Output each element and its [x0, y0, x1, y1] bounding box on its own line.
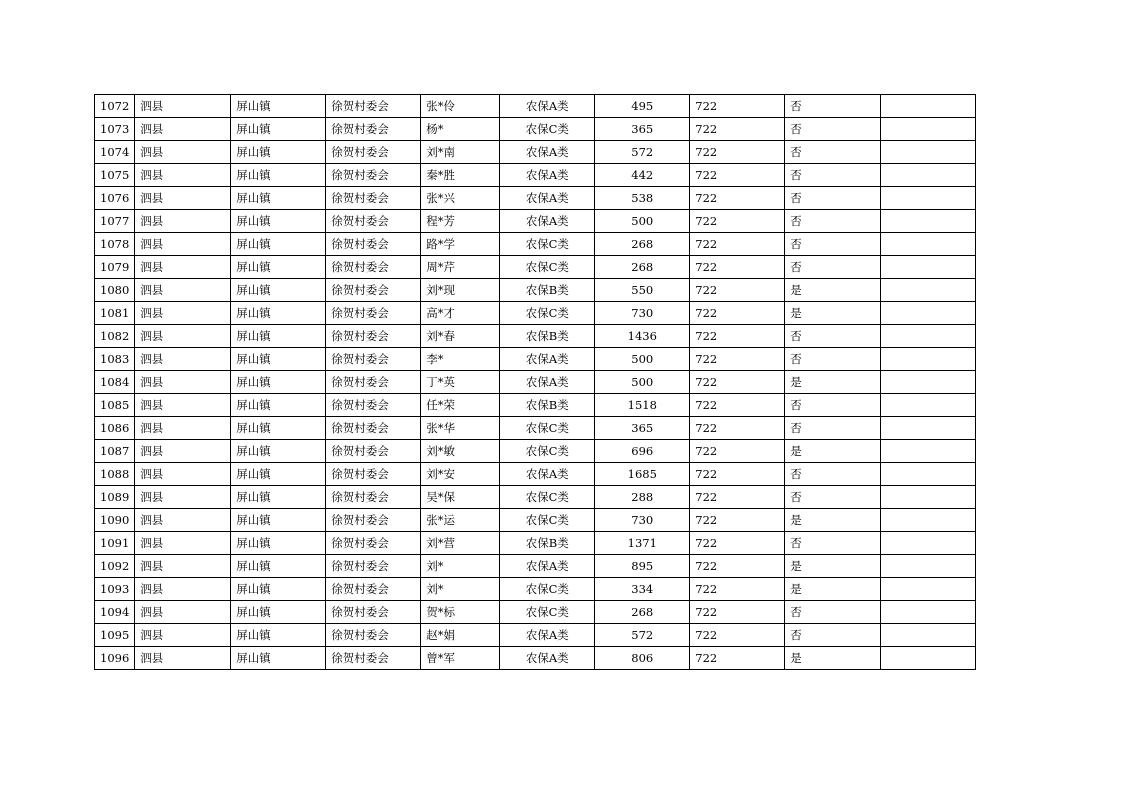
name-cell: 刘*南	[421, 141, 500, 164]
town-cell: 屏山镇	[231, 486, 326, 509]
row-number-cell: 1077	[95, 210, 135, 233]
county-cell: 泗县	[135, 279, 231, 302]
county-cell: 泗县	[135, 417, 231, 440]
table-row	[95, 578, 976, 601]
town-cell: 屏山镇	[231, 371, 326, 394]
flag-cell: 否	[785, 486, 881, 509]
flag-cell: 是	[785, 440, 881, 463]
standard-cell: 722	[690, 233, 785, 256]
standard-cell: 722	[690, 440, 785, 463]
note-cell	[881, 95, 976, 118]
county-cell: 泗县	[135, 210, 231, 233]
insurance-type-cell: 农保C类	[500, 509, 595, 532]
table-row	[95, 325, 976, 348]
note-cell	[881, 164, 976, 187]
amount-cell: 806	[595, 647, 690, 670]
town-cell: 屏山镇	[231, 325, 326, 348]
standard-cell: 722	[690, 279, 785, 302]
standard-cell: 722	[690, 141, 785, 164]
name-cell: 张*华	[421, 417, 500, 440]
name-cell: 刘*营	[421, 532, 500, 555]
insurance-type-cell: 农保A类	[500, 95, 595, 118]
table-body	[95, 95, 976, 670]
flag-cell: 是	[785, 555, 881, 578]
insurance-type-cell: 农保C类	[500, 578, 595, 601]
insurance-type-cell: 农保A类	[500, 624, 595, 647]
village-cell: 徐贺村委会	[326, 601, 421, 624]
name-cell: 李*	[421, 348, 500, 371]
standard-cell: 722	[690, 302, 785, 325]
town-cell: 屏山镇	[231, 578, 326, 601]
table-row	[95, 187, 976, 210]
insurance-type-cell: 农保C类	[500, 417, 595, 440]
town-cell: 屏山镇	[231, 440, 326, 463]
name-cell: 秦*胜	[421, 164, 500, 187]
village-cell: 徐贺村委会	[326, 187, 421, 210]
row-number-cell: 1096	[95, 647, 135, 670]
row-number-cell: 1091	[95, 532, 135, 555]
row-number-cell: 1079	[95, 256, 135, 279]
town-cell: 屏山镇	[231, 601, 326, 624]
insurance-type-cell: 农保B类	[500, 325, 595, 348]
standard-cell: 722	[690, 509, 785, 532]
name-cell: 路*学	[421, 233, 500, 256]
amount-cell: 1685	[595, 463, 690, 486]
county-cell: 泗县	[135, 348, 231, 371]
insurance-type-cell: 农保B类	[500, 532, 595, 555]
standard-cell: 722	[690, 325, 785, 348]
town-cell: 屏山镇	[231, 233, 326, 256]
row-number-cell: 1073	[95, 118, 135, 141]
name-cell: 张*兴	[421, 187, 500, 210]
village-cell: 徐贺村委会	[326, 371, 421, 394]
town-cell: 屏山镇	[231, 463, 326, 486]
amount-cell: 730	[595, 509, 690, 532]
row-number-cell: 1074	[95, 141, 135, 164]
amount-cell: 500	[595, 210, 690, 233]
row-number-cell: 1086	[95, 417, 135, 440]
standard-cell: 722	[690, 555, 785, 578]
amount-cell: 895	[595, 555, 690, 578]
data-table	[94, 94, 976, 670]
note-cell	[881, 302, 976, 325]
flag-cell: 否	[785, 624, 881, 647]
table-row	[95, 555, 976, 578]
county-cell: 泗县	[135, 647, 231, 670]
flag-cell: 否	[785, 141, 881, 164]
flag-cell: 否	[785, 164, 881, 187]
table-row	[95, 486, 976, 509]
town-cell: 屏山镇	[231, 417, 326, 440]
standard-cell: 722	[690, 371, 785, 394]
table-row	[95, 509, 976, 532]
row-number-cell: 1084	[95, 371, 135, 394]
row-number-cell: 1078	[95, 233, 135, 256]
name-cell: 刘*安	[421, 463, 500, 486]
flag-cell: 否	[785, 325, 881, 348]
town-cell: 屏山镇	[231, 210, 326, 233]
insurance-type-cell: 农保A类	[500, 647, 595, 670]
flag-cell: 是	[785, 371, 881, 394]
county-cell: 泗县	[135, 555, 231, 578]
village-cell: 徐贺村委会	[326, 440, 421, 463]
name-cell: 刘*敏	[421, 440, 500, 463]
note-cell	[881, 647, 976, 670]
amount-cell: 268	[595, 256, 690, 279]
town-cell: 屏山镇	[231, 394, 326, 417]
table-row	[95, 647, 976, 670]
name-cell: 吴*保	[421, 486, 500, 509]
village-cell: 徐贺村委会	[326, 532, 421, 555]
town-cell: 屏山镇	[231, 256, 326, 279]
village-cell: 徐贺村委会	[326, 624, 421, 647]
amount-cell: 572	[595, 624, 690, 647]
amount-cell: 500	[595, 371, 690, 394]
table-row	[95, 394, 976, 417]
table-row	[95, 118, 976, 141]
table-row	[95, 302, 976, 325]
row-number-cell: 1075	[95, 164, 135, 187]
name-cell: 刘*春	[421, 325, 500, 348]
amount-cell: 442	[595, 164, 690, 187]
table-row	[95, 256, 976, 279]
county-cell: 泗县	[135, 532, 231, 555]
village-cell: 徐贺村委会	[326, 555, 421, 578]
town-cell: 屏山镇	[231, 555, 326, 578]
row-number-cell: 1082	[95, 325, 135, 348]
insurance-type-cell: 农保A类	[500, 348, 595, 371]
row-number-cell: 1092	[95, 555, 135, 578]
row-number-cell: 1076	[95, 187, 135, 210]
note-cell	[881, 187, 976, 210]
town-cell: 屏山镇	[231, 141, 326, 164]
standard-cell: 722	[690, 164, 785, 187]
flag-cell: 否	[785, 187, 881, 210]
amount-cell: 334	[595, 578, 690, 601]
county-cell: 泗县	[135, 486, 231, 509]
county-cell: 泗县	[135, 440, 231, 463]
amount-cell: 268	[595, 601, 690, 624]
table-row	[95, 141, 976, 164]
town-cell: 屏山镇	[231, 279, 326, 302]
standard-cell: 722	[690, 118, 785, 141]
name-cell: 程*芳	[421, 210, 500, 233]
standard-cell: 722	[690, 187, 785, 210]
village-cell: 徐贺村委会	[326, 164, 421, 187]
county-cell: 泗县	[135, 463, 231, 486]
county-cell: 泗县	[135, 371, 231, 394]
county-cell: 泗县	[135, 256, 231, 279]
note-cell	[881, 463, 976, 486]
insurance-type-cell: 农保A类	[500, 187, 595, 210]
standard-cell: 722	[690, 578, 785, 601]
table-row	[95, 417, 976, 440]
note-cell	[881, 532, 976, 555]
name-cell: 刘*现	[421, 279, 500, 302]
flag-cell: 是	[785, 509, 881, 532]
amount-cell: 696	[595, 440, 690, 463]
row-number-cell: 1093	[95, 578, 135, 601]
note-cell	[881, 486, 976, 509]
standard-cell: 722	[690, 348, 785, 371]
row-number-cell: 1090	[95, 509, 135, 532]
flag-cell: 否	[785, 601, 881, 624]
village-cell: 徐贺村委会	[326, 509, 421, 532]
flag-cell: 否	[785, 118, 881, 141]
note-cell	[881, 509, 976, 532]
row-number-cell: 1095	[95, 624, 135, 647]
name-cell: 张*伶	[421, 95, 500, 118]
standard-cell: 722	[690, 417, 785, 440]
table-row	[95, 601, 976, 624]
row-number-cell: 1072	[95, 95, 135, 118]
flag-cell: 是	[785, 647, 881, 670]
village-cell: 徐贺村委会	[326, 394, 421, 417]
insurance-type-cell: 农保C类	[500, 601, 595, 624]
town-cell: 屏山镇	[231, 302, 326, 325]
name-cell: 张*运	[421, 509, 500, 532]
table-row	[95, 279, 976, 302]
row-number-cell: 1094	[95, 601, 135, 624]
flag-cell: 否	[785, 348, 881, 371]
insurance-type-cell: 农保C类	[500, 302, 595, 325]
table-row	[95, 371, 976, 394]
name-cell: 贺*标	[421, 601, 500, 624]
note-cell	[881, 348, 976, 371]
village-cell: 徐贺村委会	[326, 95, 421, 118]
amount-cell: 288	[595, 486, 690, 509]
standard-cell: 722	[690, 95, 785, 118]
insurance-type-cell: 农保B类	[500, 279, 595, 302]
name-cell: 刘*	[421, 555, 500, 578]
town-cell: 屏山镇	[231, 95, 326, 118]
note-cell	[881, 555, 976, 578]
note-cell	[881, 578, 976, 601]
amount-cell: 538	[595, 187, 690, 210]
name-cell: 高*才	[421, 302, 500, 325]
note-cell	[881, 601, 976, 624]
insurance-type-cell: 农保C类	[500, 256, 595, 279]
village-cell: 徐贺村委会	[326, 302, 421, 325]
standard-cell: 722	[690, 463, 785, 486]
table-row	[95, 348, 976, 371]
village-cell: 徐贺村委会	[326, 325, 421, 348]
table-row	[95, 210, 976, 233]
standard-cell: 722	[690, 601, 785, 624]
amount-cell: 495	[595, 95, 690, 118]
flag-cell: 是	[785, 578, 881, 601]
amount-cell: 572	[595, 141, 690, 164]
county-cell: 泗县	[135, 601, 231, 624]
village-cell: 徐贺村委会	[326, 256, 421, 279]
table-row	[95, 233, 976, 256]
town-cell: 屏山镇	[231, 624, 326, 647]
flag-cell: 否	[785, 394, 881, 417]
note-cell	[881, 210, 976, 233]
note-cell	[881, 417, 976, 440]
insurance-type-cell: 农保C类	[500, 233, 595, 256]
county-cell: 泗县	[135, 95, 231, 118]
row-number-cell: 1085	[95, 394, 135, 417]
note-cell	[881, 440, 976, 463]
amount-cell: 730	[595, 302, 690, 325]
village-cell: 徐贺村委会	[326, 647, 421, 670]
name-cell: 杨*	[421, 118, 500, 141]
name-cell: 刘*	[421, 578, 500, 601]
village-cell: 徐贺村委会	[326, 279, 421, 302]
village-cell: 徐贺村委会	[326, 486, 421, 509]
county-cell: 泗县	[135, 118, 231, 141]
county-cell: 泗县	[135, 302, 231, 325]
village-cell: 徐贺村委会	[326, 210, 421, 233]
name-cell: 丁*英	[421, 371, 500, 394]
town-cell: 屏山镇	[231, 348, 326, 371]
name-cell: 赵*娟	[421, 624, 500, 647]
amount-cell: 1518	[595, 394, 690, 417]
standard-cell: 722	[690, 394, 785, 417]
table-row	[95, 95, 976, 118]
village-cell: 徐贺村委会	[326, 348, 421, 371]
flag-cell: 否	[785, 532, 881, 555]
table-row	[95, 440, 976, 463]
amount-cell: 1436	[595, 325, 690, 348]
town-cell: 屏山镇	[231, 118, 326, 141]
village-cell: 徐贺村委会	[326, 578, 421, 601]
town-cell: 屏山镇	[231, 187, 326, 210]
insurance-type-cell: 农保B类	[500, 394, 595, 417]
name-cell: 任*荣	[421, 394, 500, 417]
insurance-type-cell: 农保A类	[500, 164, 595, 187]
note-cell	[881, 256, 976, 279]
county-cell: 泗县	[135, 394, 231, 417]
village-cell: 徐贺村委会	[326, 417, 421, 440]
insurance-type-cell: 农保A类	[500, 463, 595, 486]
town-cell: 屏山镇	[231, 509, 326, 532]
village-cell: 徐贺村委会	[326, 118, 421, 141]
flag-cell: 否	[785, 417, 881, 440]
table-row	[95, 463, 976, 486]
flag-cell: 否	[785, 463, 881, 486]
town-cell: 屏山镇	[231, 532, 326, 555]
flag-cell: 是	[785, 302, 881, 325]
note-cell	[881, 118, 976, 141]
county-cell: 泗县	[135, 509, 231, 532]
flag-cell: 否	[785, 256, 881, 279]
amount-cell: 268	[595, 233, 690, 256]
flag-cell: 否	[785, 233, 881, 256]
name-cell: 周*芹	[421, 256, 500, 279]
table-row	[95, 164, 976, 187]
row-number-cell: 1087	[95, 440, 135, 463]
flag-cell: 否	[785, 210, 881, 233]
county-cell: 泗县	[135, 187, 231, 210]
insurance-type-cell: 农保A类	[500, 555, 595, 578]
county-cell: 泗县	[135, 578, 231, 601]
village-cell: 徐贺村委会	[326, 141, 421, 164]
amount-cell: 365	[595, 118, 690, 141]
amount-cell: 1371	[595, 532, 690, 555]
county-cell: 泗县	[135, 141, 231, 164]
row-number-cell: 1083	[95, 348, 135, 371]
county-cell: 泗县	[135, 325, 231, 348]
standard-cell: 722	[690, 624, 785, 647]
note-cell	[881, 279, 976, 302]
note-cell	[881, 141, 976, 164]
county-cell: 泗县	[135, 624, 231, 647]
town-cell: 屏山镇	[231, 647, 326, 670]
insurance-type-cell: 农保C类	[500, 118, 595, 141]
table-row	[95, 624, 976, 647]
insurance-type-cell: 农保A类	[500, 371, 595, 394]
amount-cell: 500	[595, 348, 690, 371]
name-cell: 曾*军	[421, 647, 500, 670]
standard-cell: 722	[690, 256, 785, 279]
insurance-type-cell: 农保C类	[500, 486, 595, 509]
county-cell: 泗县	[135, 164, 231, 187]
row-number-cell: 1080	[95, 279, 135, 302]
village-cell: 徐贺村委会	[326, 233, 421, 256]
note-cell	[881, 233, 976, 256]
village-cell: 徐贺村委会	[326, 463, 421, 486]
flag-cell: 否	[785, 95, 881, 118]
standard-cell: 722	[690, 647, 785, 670]
town-cell: 屏山镇	[231, 164, 326, 187]
row-number-cell: 1089	[95, 486, 135, 509]
standard-cell: 722	[690, 486, 785, 509]
row-number-cell: 1088	[95, 463, 135, 486]
standard-cell: 722	[690, 210, 785, 233]
standard-cell: 722	[690, 532, 785, 555]
amount-cell: 365	[595, 417, 690, 440]
county-cell: 泗县	[135, 233, 231, 256]
insurance-type-cell: 农保A类	[500, 141, 595, 164]
amount-cell: 550	[595, 279, 690, 302]
flag-cell: 是	[785, 279, 881, 302]
note-cell	[881, 325, 976, 348]
insurance-type-cell: 农保A类	[500, 210, 595, 233]
note-cell	[881, 394, 976, 417]
insurance-type-cell: 农保C类	[500, 440, 595, 463]
note-cell	[881, 371, 976, 394]
note-cell	[881, 624, 976, 647]
row-number-cell: 1081	[95, 302, 135, 325]
table-row	[95, 532, 976, 555]
